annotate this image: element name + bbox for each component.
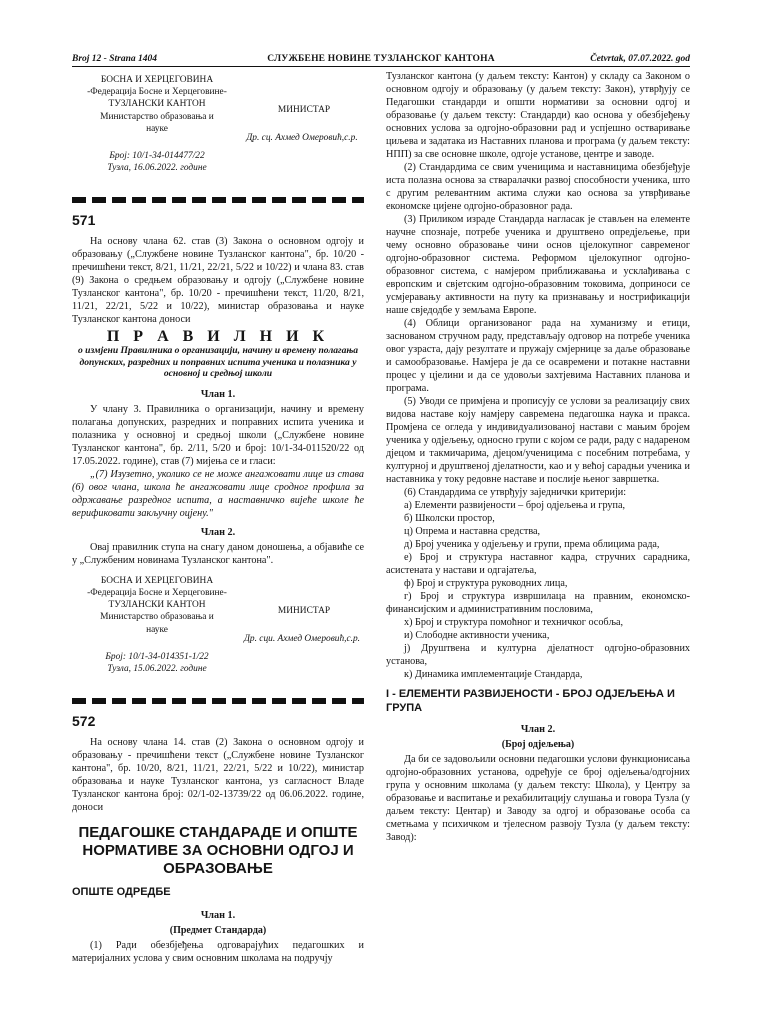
act-number: 572 <box>72 712 96 729</box>
org-line: БОСНА И ХЕРЦЕГОВИНА <box>100 575 214 586</box>
org-line: -Федерација Босне и Херцеговине- <box>87 587 227 598</box>
ministry-org-block <box>72 74 242 135</box>
paragraph: (5) Уводи се примјена и прописују се услови за реализацију свих видова наставе коју намјеру савремена педагошка наука и пракса. Промјена се огледа у индивидуализованој настави с мањим бројем ученика у одјељењу, односно групи с којом се ради, раду с надареном дјецом и такмичарима, дјецом/ученицима с посебним потребама, у културној и друштвеној дјелатности, као и у већој сарадњи ученика и наставника у току редовне наставе и послије њеног завршетка. <box>386 396 690 485</box>
signature-block-2 <box>72 571 364 693</box>
paragraph: (6) Стандардима се утврђују заједнички критерији: <box>404 487 627 498</box>
article-text: (1) Ради обезбјеђења одговарајућих педагошких и материјалних услова у свим основним школама на подручју <box>72 939 364 964</box>
org-line: -Федерација Босне и Херцеговине- <box>87 87 227 98</box>
org-line: Министарство образовања и <box>100 612 214 623</box>
org-line: БОСНА И ХЕРЦЕГОВИНА <box>100 75 214 85</box>
ministry-org-block <box>72 575 242 636</box>
act-intro: На основу члана 62. став (3) Закона о основном одгоју и образовању („Службене новине Тузланског кантона", бр. 10/20 - пречишћени текст, 8/21, 11/21, 22/21, 5/22 и 10/22) и члана 83. став (9) Закона о средњем образовању и одгоју („Службене новине Тузланског кантона", бр. 10/20 - пречишћени текст, 11/20, 8/21, 11/21, 22/21, 5/22 и 10/22), министар образовања и науке Тузланског кантона доноси <box>72 236 364 325</box>
list-item: к) Динамика имплементације Стандарда, <box>404 669 583 680</box>
org-line: Министарство образовања и <box>100 111 214 122</box>
list-item: ј) Друштвена и културна дјелатност одгојно-образовних установа, <box>386 643 690 667</box>
left-column <box>72 70 364 965</box>
list-item: е) Број и структура наставног кадра, стручних сарадника, асистената у настави и одгајатеља, <box>386 552 690 576</box>
criteria-list <box>386 499 690 681</box>
signer-name: Др. сци. Ахмед Омеровић,с.р. <box>243 633 361 644</box>
org-line: ТУЗЛАНСКИ КАНТОН <box>108 99 206 110</box>
org-line: науке <box>146 123 168 134</box>
act-intro: На основу члана 14. став (2) Закона о основном одгоју и образовању - пречишћени текст („Службене новине Тузланског кантона", бр. 10/20, 8/21, 11/21, 22/21, 5/22 и 10/22), министар образовања и науке Тузланског кантона, уз сагласност Владе Тузланског кантона број: 02/1-02-13739/22 од 06.06.2022. године, доноси <box>72 736 364 813</box>
article-text: У члану 3. Правилника о организацији, начину и времену полагања допунских, разредних и поправних испита ученика и полазника у основној и средњој школи („Службене новине Тузланског кантона", бр. 2/11, 5/20 и број: 10/1-34-011520/22 од 17.05.2022. године), став (7) мијења се и гласи: <box>72 403 364 467</box>
article-heading: Члан 1. <box>200 909 236 921</box>
article-heading: Члан 1. <box>200 388 236 400</box>
right-column <box>386 70 690 844</box>
article-subject: (Број одјељења) <box>501 739 575 750</box>
signer-role: МИНИСТАР <box>277 105 331 115</box>
list-item: г) Број и структура извршилаца на правним, економско-финансијским и административним пословима, <box>386 591 690 615</box>
org-line: ТУЗЛАНСКИ КАНТОН <box>108 600 206 611</box>
header-publication: СЛУЖБЕНЕ НОВИНЕ ТУЗЛАНСКОГ КАНТОНА <box>267 54 495 64</box>
article-heading: Члан 2. <box>200 526 236 538</box>
header-rule <box>72 66 690 67</box>
article-text: Овај правилник ступа на снагу даном доношења, а објавиће се у „Службеним новинама Тузланског кантона". <box>72 541 364 566</box>
act-title: П Р А В И Л Н И К <box>106 328 330 345</box>
act-title: ПЕДАГОШКЕ СТАНДАРАДЕ И ОПШТЕ НОРМАТИВЕ ЗА ОСНОВНИ ОДГОЈ И ОБРАЗОВАЊЕ <box>78 823 358 877</box>
list-item: а) Елементи развијености – број одјељења и група, <box>404 500 626 511</box>
separator-bar <box>72 197 364 203</box>
list-item: д) Број ученика у одјељењу и групи, према облицима рада, <box>404 539 660 550</box>
ref-line: Тузла, 16.06.2022. године <box>107 163 207 174</box>
article-subject: (Предмет Стандарда) <box>169 924 267 936</box>
separator-bar <box>72 698 364 704</box>
article-quote: „(7) Изузетно, уколико се не може ангажовати лице из става (6) овог члана, школа ће ангажовати лице сродног профила за одржавање разредног испита, а наставничко вијеће школе ће верификовати закључну оцјену." <box>72 468 364 519</box>
act-separator <box>72 693 364 709</box>
article-text: Да би се задовољили основни педагошки услови функционисања одгојно-образовних установа, одређује се број одјељења/одгојних група у основним школама (у даљем тексту: Школа), у Центру за образовање и васпитање и рехабилитацију слушања и говора Тузла (у даљем тексту: Центар) и Заводу за одгој и образовање особа са сметњама у психичком и тјелесном развоју Тузла (у даљем тексту: Завод): <box>386 754 690 843</box>
paragraph: Тузланског кантона (у даљем тексту: Кантон) у складу са Законом о основном одгоју и образовању (у даљем тексту: Закон), утврђују се Педагошки стандарди и општи нормативи за основни одгој и образовање (у даљем тексту: Стандарди) као основа у обезбјеђењу основних услова за одгојно-образовни рад и успјешно остваривање циљева и задатака из Наставних планова и програма (у даљем тексту: НПП) за све основне школе, одгоје установе, центре и заводе. <box>386 71 690 160</box>
paragraph: (3) Приликом израде Стандарда нагласак је стављен на елементе научне спознаје, потребе ученика и друштвено опредјељење, при чему основно образовање чини основ цјелокупног савременог одгојно-образовног система. Реформом цјелокупног одгојно-образовног система, с намјером приближавања и усклађивања с европским и свјетским одгојно-образовним токовима, доприноси се усмјеравању активности на путу ка признавању и нострификацији наше свједодбе у земљама Европе. <box>386 214 690 316</box>
signature-block-1 <box>72 70 364 192</box>
list-item: ф) Број и структура руководних лица, <box>404 578 568 589</box>
list-item: ц) Опрема и наставна средства, <box>404 526 541 537</box>
ref-line: Број: 10/1-34-014351-1/22 <box>105 651 209 662</box>
list-item: б) Школски простор, <box>404 513 495 524</box>
ref-line: Тузла, 15.06.2022. године <box>107 663 207 674</box>
ref-line: Број: 10/1-34-014477/22 <box>109 151 205 161</box>
signer-role: МИНИСТАР <box>277 605 331 616</box>
org-line: науке <box>146 624 168 635</box>
list-item: и) Слободне активности ученика, <box>404 630 550 641</box>
act-number: 571 <box>72 212 96 228</box>
act-subtitle: о измјени Правилника о организацији, начину и времену полагања допунских, разредних и поправних испита ученика и полазника у основној и средњој школи <box>77 345 359 380</box>
article-heading: Члан 2. <box>520 724 556 735</box>
act-separator <box>72 192 364 208</box>
paragraph: (2) Стандардима се свим ученицима и наставницима обезбјеђује иста полазна основа за стваралачки развој способности ученика, што с другим релевантним актима служи као основа за утврђивање економске цијене одгојно-образовног рада. <box>386 162 690 212</box>
reference-number <box>72 150 242 174</box>
section-heading: ОПШТЕ ОДРЕДБЕ <box>72 885 171 898</box>
header-page-number: Broj 12 - Strana 1404 <box>72 54 157 64</box>
header-date: Četvrtak, 07.07.2022. god <box>590 54 690 64</box>
chapter-heading: I - ЕЛЕМЕНТИ РАЗВИЈЕНОСТИ - БРОЈ ОДЈЕЉЕЊА И ГРУПА <box>386 688 675 714</box>
list-item: х) Број и структура помоћног и техничког особља, <box>404 617 624 628</box>
signer-name: Др. сц. Ахмед Омеровић,с.р. <box>246 133 358 143</box>
paragraph: (4) Облици организованог рада на хуманизму и етици, заснованом стручном раду, представљају одговор на потребе ученика овог узраста, дају резултате и пружају смјернице за даље образовање и самообразовање. Намјера је да се осавремени и потакне наставни процес у цјелини и да се удовољи захтјевима Наставних планова и програма. <box>386 318 690 394</box>
reference-number <box>72 651 242 675</box>
